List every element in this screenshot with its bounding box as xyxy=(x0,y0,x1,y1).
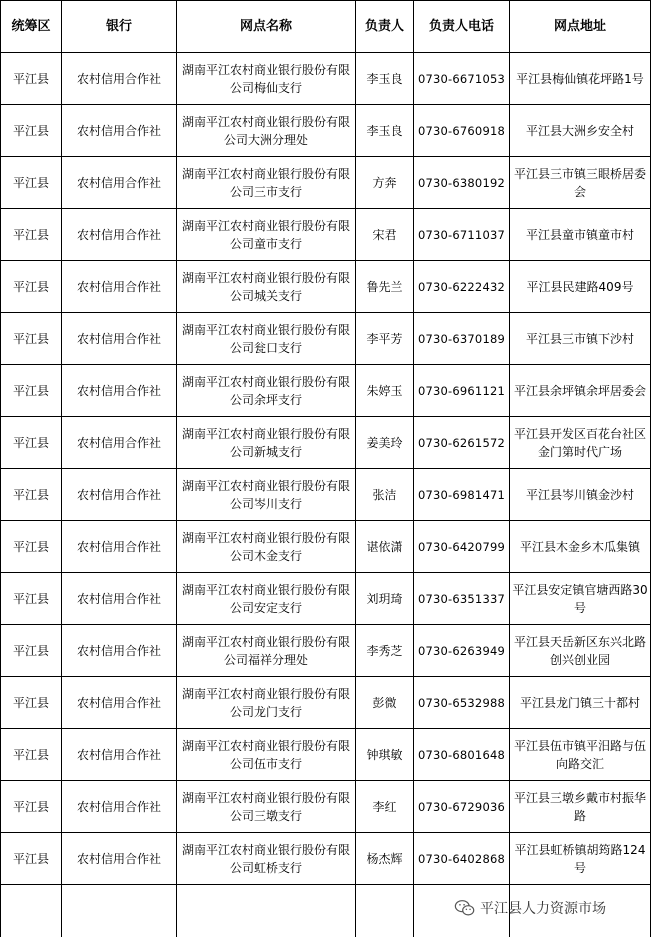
cell-phone: 0730-6420799 xyxy=(414,521,510,573)
cell-address: 平江县开发区百花台社区金门第时代广场 xyxy=(510,417,651,469)
cell-phone: 0730-6961121 xyxy=(414,365,510,417)
cell-address: 平江县虹桥镇胡筠路124号 xyxy=(510,833,651,885)
cell-manager: 李玉良 xyxy=(356,105,414,157)
cell-branch: 湖南平江农村商业银行股份有限公司梅仙支行 xyxy=(177,53,356,105)
header-district: 统筹区 xyxy=(1,1,62,53)
cell-bank: 农村信用合作社 xyxy=(62,833,177,885)
cell-manager: 宋君 xyxy=(356,209,414,261)
cell-branch: 湖南平江农村商业银行股份有限公司城关支行 xyxy=(177,261,356,313)
cell-bank: 农村信用合作社 xyxy=(62,417,177,469)
table-row xyxy=(1,781,651,833)
table-row xyxy=(1,833,651,885)
cell-branch: 湖南平江农村商业银行股份有限公司福祥分理处 xyxy=(177,625,356,677)
cell-district: 平江县 xyxy=(1,105,62,157)
cell-manager: 姜美玲 xyxy=(356,417,414,469)
cell-phone: 0730-6711037 xyxy=(414,209,510,261)
header-bank: 银行 xyxy=(62,1,177,53)
cell-branch: 湖南平江农村商业银行股份有限公司岑川支行 xyxy=(177,469,356,521)
cell-branch: 湖南平江农村商业银行股份有限公司三墩支行 xyxy=(177,781,356,833)
empty-cell xyxy=(1,885,62,937)
cell-manager: 方奔 xyxy=(356,157,414,209)
cell-bank: 农村信用合作社 xyxy=(62,781,177,833)
cell-bank: 农村信用合作社 xyxy=(62,365,177,417)
cell-phone: 0730-6532988 xyxy=(414,677,510,729)
cell-bank: 农村信用合作社 xyxy=(62,157,177,209)
cell-phone: 0730-6351337 xyxy=(414,573,510,625)
cell-bank: 农村信用合作社 xyxy=(62,729,177,781)
cell-district: 平江县 xyxy=(1,365,62,417)
cell-phone: 0730-6729036 xyxy=(414,781,510,833)
cell-address: 平江县龙门镇三十都村 xyxy=(510,677,651,729)
cell-bank: 农村信用合作社 xyxy=(62,261,177,313)
cell-address: 平江县三墩乡戴市村振华路 xyxy=(510,781,651,833)
cell-manager: 张洁 xyxy=(356,469,414,521)
watermark-text: 平江县人力资源市场 xyxy=(480,901,606,917)
table-row xyxy=(1,625,651,677)
cell-bank: 农村信用合作社 xyxy=(62,469,177,521)
cell-address: 平江县三市镇下沙村 xyxy=(510,313,651,365)
cell-phone: 0730-6671053 xyxy=(414,53,510,105)
cell-bank: 农村信用合作社 xyxy=(62,53,177,105)
cell-manager: 李红 xyxy=(356,781,414,833)
cell-district: 平江县 xyxy=(1,625,62,677)
cell-bank: 农村信用合作社 xyxy=(62,573,177,625)
cell-district: 平江县 xyxy=(1,573,62,625)
cell-phone: 0730-6263949 xyxy=(414,625,510,677)
table-row xyxy=(1,105,651,157)
cell-phone: 0730-6380192 xyxy=(414,157,510,209)
table-row xyxy=(1,521,651,573)
cell-phone: 0730-6370189 xyxy=(414,313,510,365)
header-branch: 网点名称 xyxy=(177,1,356,53)
cell-manager: 李平芳 xyxy=(356,313,414,365)
cell-address: 平江县三市镇三眼桥居委会 xyxy=(510,157,651,209)
header-address: 网点地址 xyxy=(510,1,651,53)
cell-branch: 湖南平江农村商业银行股份有限公司余坪支行 xyxy=(177,365,356,417)
cell-branch: 湖南平江农村商业银行股份有限公司大洲分理处 xyxy=(177,105,356,157)
table-row xyxy=(1,677,651,729)
watermark xyxy=(454,897,606,919)
cell-manager: 李玉良 xyxy=(356,53,414,105)
cell-address: 平江县大洲乡安全村 xyxy=(510,105,651,157)
cell-address: 平江县天岳新区东兴北路创兴创业园 xyxy=(510,625,651,677)
cell-bank: 农村信用合作社 xyxy=(62,677,177,729)
cell-branch: 湖南平江农村商业银行股份有限公司木金支行 xyxy=(177,521,356,573)
cell-address: 平江县余坪镇余坪居委会 xyxy=(510,365,651,417)
cell-district: 平江县 xyxy=(1,781,62,833)
cell-phone: 0730-6222432 xyxy=(414,261,510,313)
cell-district: 平江县 xyxy=(1,157,62,209)
cell-phone: 0730-6261572 xyxy=(414,417,510,469)
table-row xyxy=(1,261,651,313)
cell-branch: 湖南平江农村商业银行股份有限公司龙门支行 xyxy=(177,677,356,729)
header-phone: 负责人电话 xyxy=(414,1,510,53)
cell-branch: 湖南平江农村商业银行股份有限公司三市支行 xyxy=(177,157,356,209)
cell-branch: 湖南平江农村商业银行股份有限公司虹桥支行 xyxy=(177,833,356,885)
table-row xyxy=(1,729,651,781)
cell-district: 平江县 xyxy=(1,313,62,365)
cell-branch: 湖南平江农村商业银行股份有限公司新城支行 xyxy=(177,417,356,469)
header-row xyxy=(1,1,651,53)
cell-address: 平江县岑川镇金沙村 xyxy=(510,469,651,521)
cell-address: 平江县民建路409号 xyxy=(510,261,651,313)
table-row xyxy=(1,313,651,365)
cell-address: 平江县童市镇童市村 xyxy=(510,209,651,261)
cell-phone: 0730-6981471 xyxy=(414,469,510,521)
cell-manager: 刘玥琦 xyxy=(356,573,414,625)
cell-address: 平江县伍市镇平汨路与伍向路交汇 xyxy=(510,729,651,781)
cell-manager: 朱婷玉 xyxy=(356,365,414,417)
table-row xyxy=(1,365,651,417)
table-row xyxy=(1,469,651,521)
cell-branch: 湖南平江农村商业银行股份有限公司瓮口支行 xyxy=(177,313,356,365)
cell-manager: 杨杰辉 xyxy=(356,833,414,885)
cell-bank: 农村信用合作社 xyxy=(62,625,177,677)
cell-manager: 谌依潇 xyxy=(356,521,414,573)
cell-district: 平江县 xyxy=(1,417,62,469)
cell-bank: 农村信用合作社 xyxy=(62,521,177,573)
table-row xyxy=(1,417,651,469)
table-row xyxy=(1,573,651,625)
cell-district: 平江县 xyxy=(1,209,62,261)
cell-district: 平江县 xyxy=(1,833,62,885)
cell-branch: 湖南平江农村商业银行股份有限公司伍市支行 xyxy=(177,729,356,781)
empty-cell xyxy=(177,885,356,937)
table-row xyxy=(1,209,651,261)
cell-district: 平江县 xyxy=(1,53,62,105)
cell-district: 平江县 xyxy=(1,521,62,573)
table-row xyxy=(1,53,651,105)
cell-bank: 农村信用合作社 xyxy=(62,313,177,365)
cell-bank: 农村信用合作社 xyxy=(62,209,177,261)
cell-phone: 0730-6801648 xyxy=(414,729,510,781)
wechat-icon xyxy=(454,897,476,919)
empty-cell xyxy=(62,885,177,937)
cell-branch: 湖南平江农村商业银行股份有限公司安定支行 xyxy=(177,573,356,625)
cell-phone: 0730-6402868 xyxy=(414,833,510,885)
cell-district: 平江县 xyxy=(1,729,62,781)
cell-address: 平江县梅仙镇花坪路1号 xyxy=(510,53,651,105)
cell-manager: 彭微 xyxy=(356,677,414,729)
table-row xyxy=(1,157,651,209)
cell-address: 平江县木金乡木瓜集镇 xyxy=(510,521,651,573)
cell-district: 平江县 xyxy=(1,469,62,521)
cell-bank: 农村信用合作社 xyxy=(62,105,177,157)
cell-manager: 钟琪敏 xyxy=(356,729,414,781)
cell-district: 平江县 xyxy=(1,677,62,729)
header-manager: 负责人 xyxy=(356,1,414,53)
cell-manager: 李秀芝 xyxy=(356,625,414,677)
cell-branch: 湖南平江农村商业银行股份有限公司童市支行 xyxy=(177,209,356,261)
empty-cell xyxy=(356,885,414,937)
cell-manager: 鲁先兰 xyxy=(356,261,414,313)
cell-address: 平江县安定镇官塘西路30号 xyxy=(510,573,651,625)
cell-district: 平江县 xyxy=(1,261,62,313)
cell-phone: 0730-6760918 xyxy=(414,105,510,157)
